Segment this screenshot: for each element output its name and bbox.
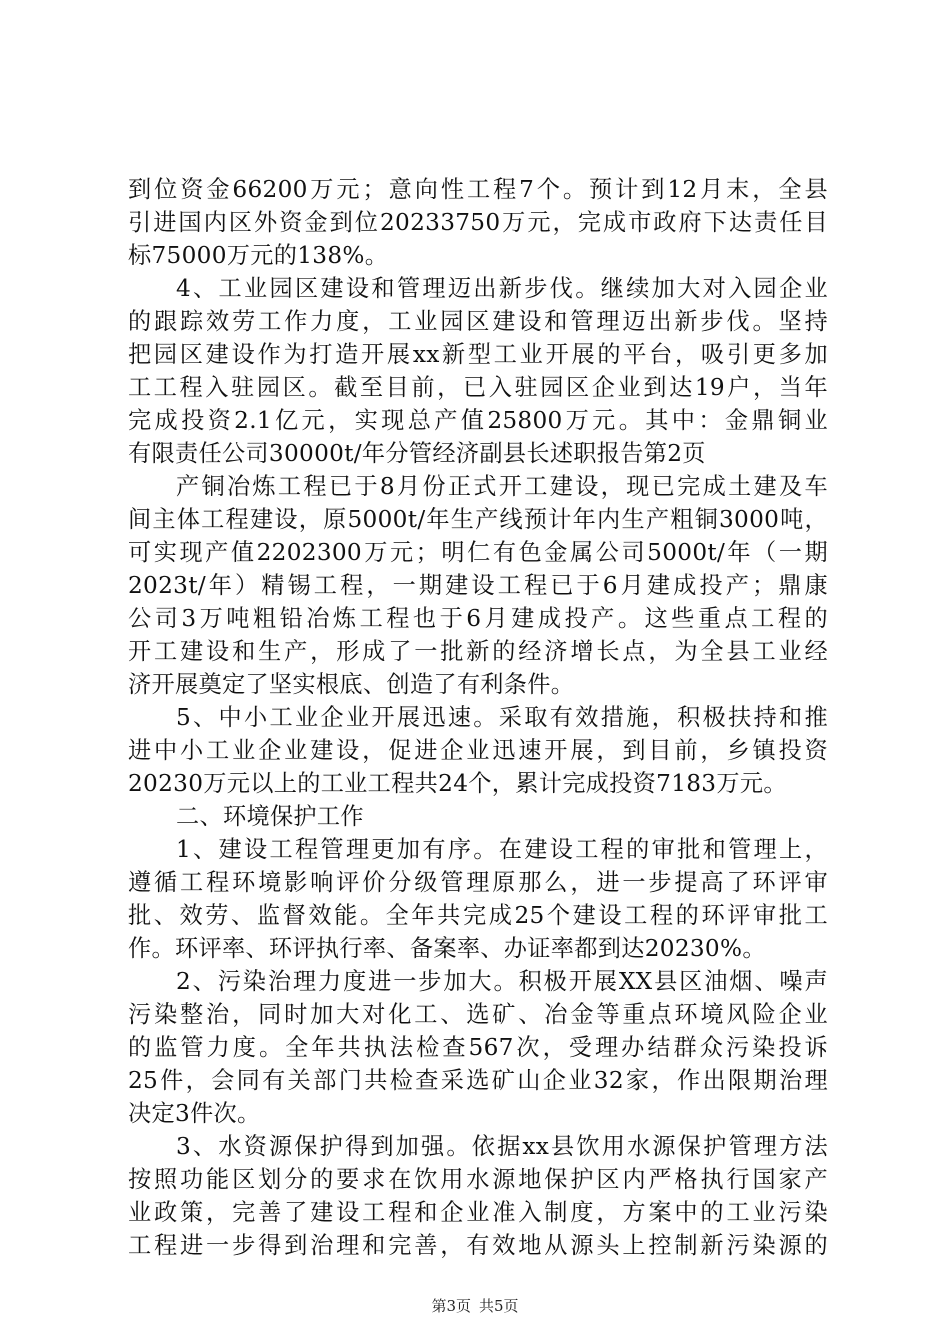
text-line: 把园区建设作为打造开展xx新型工业开展的平台，吸引更多加 — [128, 341, 828, 368]
text-line: 引进国内区外资金到位20233750万元，完成市政府下达责任目 — [128, 209, 828, 236]
paragraph-start-line: 5、中小工业企业开展迅速。采取有效措施，积极扶持和推 — [176, 704, 828, 731]
text-line: 开工建设和生产，形成了一批新的经济增长点，为全县工业经 — [128, 638, 828, 665]
text-line: 完成投资2.1亿元，实现总产值25800万元。其中：金鼎铜业 — [128, 407, 828, 434]
paragraph-start-line: 产铜冶炼工程已于8月份正式开工建设，现已完成土建及车 — [176, 473, 828, 500]
text-line: 公司3万吨粗铅冶炼工程也于6月建成投产。这些重点工程的 — [128, 605, 828, 632]
text-line: 20230万元以上的工业工程共24个，累计完成投资7183万元。 — [128, 770, 787, 797]
text-line: 有限责任公司30000t/年分管经济副县长述职报告第2页 — [128, 440, 706, 467]
paragraph-start-line: 4、工业园区建设和管理迈出新步伐。继续加大对入园企业 — [176, 275, 828, 302]
text-line: 按照功能区划分的要求在饮用水源地保护区内严格执行国家产 — [128, 1166, 828, 1193]
text-line: 批、效劳、监督效能。全年共完成25个建设工程的环评审批工 — [128, 902, 828, 929]
text-line: 决定3件次。 — [128, 1100, 261, 1127]
page-footer — [0, 1296, 950, 1316]
text-line: 的跟踪效劳工作力度，工业园区建设和管理迈出新步伐。坚持 — [128, 308, 828, 335]
text-line: 间主体工程建设，原5000t/年生产线预计年内生产粗铜3000吨， — [128, 506, 828, 533]
paragraph-start-line: 3、水资源保护得到加强。依据xx县饮用水源保护管理方法 — [176, 1133, 828, 1160]
text-line: 可实现产值2202300万元；明仁有色金属公司5000t/年（一期 — [128, 539, 828, 566]
text-line: 济开展奠定了坚实根底、创造了有利条件。 — [128, 671, 575, 698]
text-line: 到位资金66200万元；意向性工程7个。预计到12月末，全县 — [128, 176, 828, 203]
text-line: 25件，会同有关部门共检查采选矿山企业32家，作出限期治理 — [128, 1067, 828, 1094]
text-line: 2023t/年）精锡工程，一期建设工程已于6月建成投产；鼎康 — [128, 572, 828, 599]
text-line: 工程进一步得到治理和完善，有效地从源头上控制新污染源的 — [128, 1232, 828, 1259]
text-line: 污染整治，同时加大对化工、选矿、冶金等重点环境风险企业 — [128, 1001, 828, 1028]
paragraph-start-line: 1、建设工程管理更加有序。在建设工程的审批和管理上， — [176, 836, 828, 863]
text-line: 工工程入驻园区。截至目前，已入驻园区企业到达19户，当年 — [128, 374, 828, 401]
paragraph-start-line: 2、污染治理力度进一步加大。积极开展XX县区油烟、噪声 — [176, 968, 828, 995]
section-heading: 二、环境保护工作 — [176, 803, 364, 830]
body-text — [128, 173, 828, 1262]
text-line: 作。环评率、环评执行率、备案率、办证率都到达20230%。 — [128, 935, 766, 962]
page-total: 共5页 — [479, 1297, 519, 1315]
text-line: 遵循工程环境影响评价分级管理原那么，进一步提高了环评审 — [128, 869, 828, 896]
page-number: 第3页 — [431, 1297, 471, 1315]
text-line: 进中小工业企业建设，促进企业迅速开展，到目前，乡镇投资 — [128, 737, 828, 764]
text-line: 标75000万元的138%。 — [128, 242, 389, 269]
text-line: 的监管力度。全年共执法检查567次，受理办结群众污染投诉 — [128, 1034, 828, 1061]
text-line: 业政策，完善了建设工程和企业准入制度，方案中的工业污染 — [128, 1199, 828, 1226]
